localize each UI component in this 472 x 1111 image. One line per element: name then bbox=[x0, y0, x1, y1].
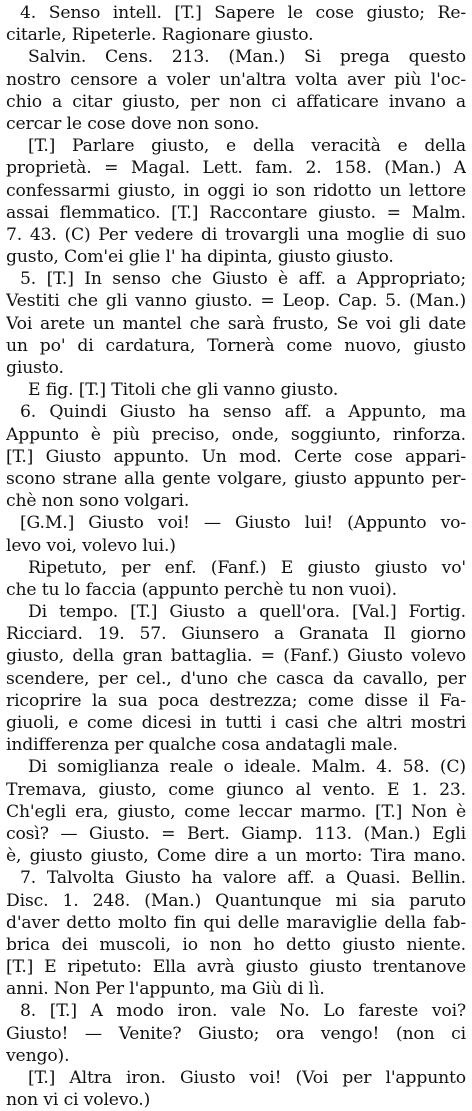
text-line: cercar le cose dove non sono. bbox=[6, 113, 260, 134]
text-line: Tremava, giusto, come giunco al vento. E 1. 23. bbox=[6, 779, 466, 800]
text-line: così? — Giusto. = Bert. Giamp. 113. (Man.) Egli bbox=[6, 823, 466, 844]
text-line: confessarmi giusto, in oggi io son ridotto un lettore bbox=[6, 180, 466, 201]
text-line: ricoprire la sua poca destrezza; come disse il Fa- bbox=[6, 690, 466, 711]
text-line: 4. Senso intell. [T.] Sapere le cose giusto; Re- bbox=[20, 3, 466, 23]
entry-text-column bbox=[6, 2, 466, 1111]
text-line: scono strane alla gente volgare, giusto appunto per- bbox=[6, 468, 466, 489]
text-line: proprietà. = Magal. Lett. fam. 2. 158. (Man.) A bbox=[6, 158, 466, 179]
text-line: Salvin. Cens. 213. (Man.) Si prega questo bbox=[28, 47, 466, 68]
text-line: E fig. [T.] Titoli che gli vanno giusto. bbox=[28, 380, 339, 401]
text-line: gusto, Com'ei glie l' ha dipinta, giusto giusto. bbox=[6, 247, 394, 268]
text-line: che tu lo faccia (appunto perchè tu non vuoi). bbox=[6, 579, 397, 600]
text-line: non vi ci volevo.) bbox=[6, 1090, 151, 1111]
text-line: [T.] Altra iron. Giusto voi! (Voi per l'appunto bbox=[28, 1068, 466, 1088]
text-line: Vestiti che gli vanno giusto. = Leop. Cap. 5. (Man.) bbox=[6, 291, 466, 312]
text-line: Disc. 1. 248. (Man.) Quantunque mi sia paruto bbox=[6, 890, 466, 911]
text-line: vengo). bbox=[6, 1045, 70, 1066]
text-line: è, giusto giusto, Come dire a un morto: Tira mano. bbox=[6, 846, 466, 867]
text-line: nostro censore a voler un'altra volta aver più l'oc- bbox=[6, 69, 466, 90]
text-line: 5. [T.] In senso che Giusto è aff. a Appropriato; bbox=[20, 269, 466, 290]
text-line: giusto. bbox=[6, 358, 64, 378]
text-line: Di tempo. [T.] Giusto a quell'ora. [Val.] Fortig. bbox=[28, 602, 466, 623]
text-line: scendere, per cel., d'uno che casca da cavallo, per bbox=[6, 668, 466, 689]
text-line: 7. Talvolta Giusto ha valore aff. a Quasi. Bellin. bbox=[20, 868, 466, 889]
text-line: brica dei muscoli, io non ho detto giusto niente. bbox=[6, 934, 466, 955]
text-line: Voi arete un mantel che sarà frusto, Se voi gli date bbox=[6, 313, 466, 334]
text-line: giusto, della gran battaglia. = (Fanf.) Giusto volevo bbox=[6, 646, 466, 667]
text-line: chio a citar giusto, per non ci affaticare invano a bbox=[6, 91, 466, 112]
text-line: assai flemmatico. [T.] Raccontare giusto. = Malm. bbox=[6, 202, 466, 223]
text-line: un po' di cardatura, Tornerà come nuovo, giusto bbox=[6, 335, 466, 356]
text-line: Ripetuto, per enf. (Fanf.) E giusto giusto vo' bbox=[28, 557, 466, 578]
text-line: d'aver detto molto fin qui delle maraviglie della fab- bbox=[6, 912, 466, 933]
text-line: 7. 43. (C) Per vedere di trovargli una moglie di suo bbox=[6, 224, 466, 245]
text-line: giuoli, e come dicesi in tutti i casi che altri mostri bbox=[6, 713, 466, 733]
text-line: Ch'egli era, giusto, come leccar marmo. [T.] Non è bbox=[6, 801, 466, 822]
text-line: 6. Quindi Giusto ha senso aff. a Appunto, ma bbox=[20, 402, 466, 423]
text-line: [G.M.] Giusto voi! — Giusto lui! (Appunto vo- bbox=[20, 513, 466, 534]
text-line: Di somiglianza reale o ideale. Malm. 4. 58. (C) bbox=[28, 757, 466, 778]
text-line: indifferenza per qualche cosa andatagli male. bbox=[6, 735, 398, 756]
text-line: chè non sono volgari. bbox=[6, 491, 190, 512]
text-line: [T.] Parlare giusto, e della veracità e della bbox=[28, 136, 466, 157]
text-line: [T.] E ripetuto: Ella avrà giusto giusto trentanove bbox=[6, 957, 466, 978]
text-line: 8. [T.] A modo iron. vale No. Lo fareste voi? bbox=[20, 1001, 466, 1022]
text-line: [T.] Giusto appunto. Un mod. Certe cose appari- bbox=[6, 446, 466, 467]
text-line: Giusto! — Venite? Giusto; ora vengo! (non ci bbox=[6, 1023, 466, 1044]
text-line: Ricciard. 19. 57. Giunsero a Granata Il giorno bbox=[6, 624, 466, 645]
text-line: Appunto è più preciso, onde, soggiunto, rinforza. bbox=[6, 424, 466, 445]
text-line: anni. Non Per l'appunto, ma Giù di lì. bbox=[6, 979, 325, 1000]
text-line: levo voi, volevo lui.) bbox=[6, 535, 176, 556]
text-line: citarle, Ripeterle. Ragionare giusto. bbox=[6, 25, 314, 46]
